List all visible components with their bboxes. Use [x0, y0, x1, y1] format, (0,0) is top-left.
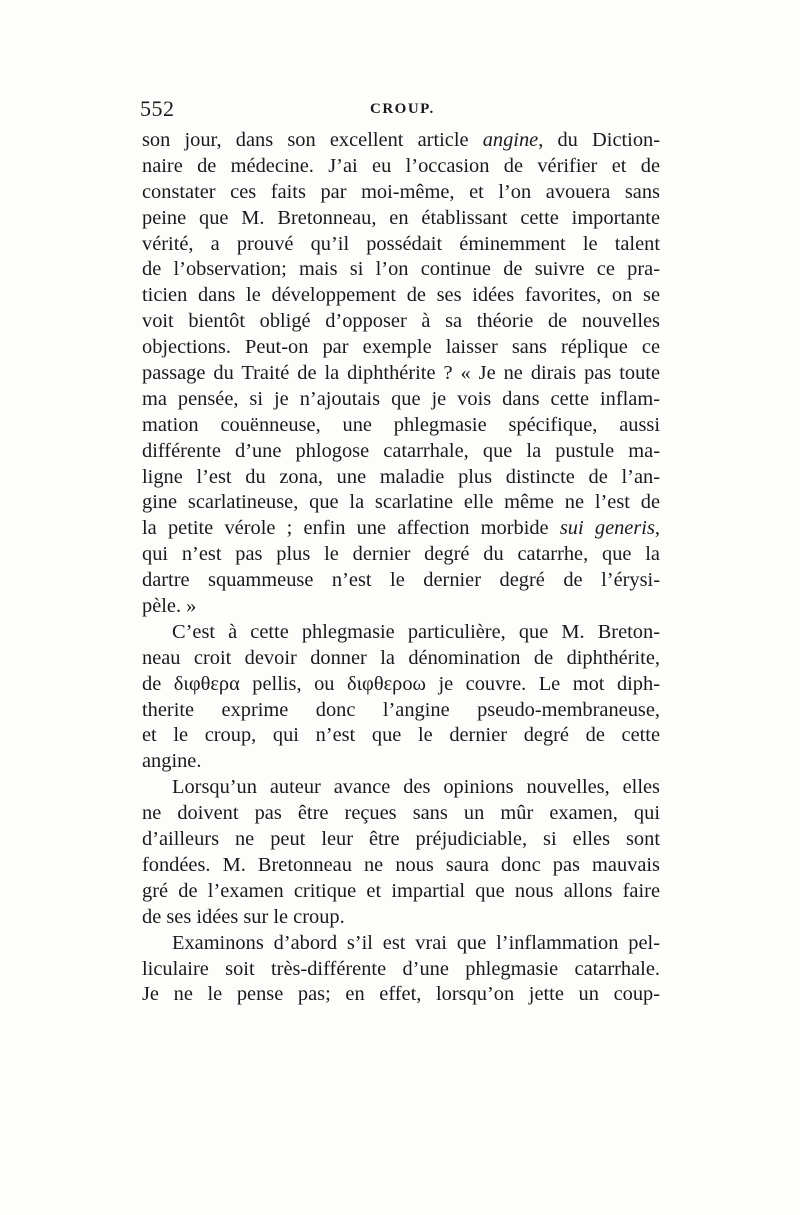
text-segment: passage du Traité de la diphthérite ? « Je ne dirais pas toute [142, 362, 660, 385]
text-segment: ligne l’est du zona, une maladie plus distincte de l’an- [142, 465, 660, 488]
text-segment: vérité, a prouvé qu’il possédait éminemment le talent [142, 232, 660, 255]
text-line [142, 853, 660, 879]
text-segment: la petite vérole ; enfin une affection morbide [142, 517, 560, 540]
text-segment: Examinons d’abord s’il est vrai que l’inflammation pel- [172, 931, 660, 954]
text-line [142, 672, 660, 698]
text-line [142, 232, 660, 258]
text-segment: ticien dans le développement de ses idées favorites, on se [142, 284, 660, 307]
text-line [142, 206, 660, 232]
text-line [142, 439, 660, 465]
text-line [142, 257, 660, 283]
text-segment: d’ailleurs ne peut leur être préjudiciable, si elles sont [142, 828, 660, 851]
text-segment: liculaire soit très-différente d’une phlegmasie catarrhale. [142, 957, 660, 980]
text-line [142, 542, 660, 568]
text-line [142, 413, 660, 439]
text-line [142, 646, 660, 672]
body-text [142, 128, 660, 1008]
text-segment: de ses idées sur le croup. [142, 905, 345, 928]
text-segment: Je ne le pense pas; en effet, lorsqu’on jette un coup- [142, 983, 660, 1006]
text-segment: C’est à cette phlegmasie particulière, que M. Breton- [172, 620, 660, 643]
text-line [142, 879, 660, 905]
text-segment: constater ces faits par moi-même, et l’on avouera sans [142, 180, 660, 203]
text-segment: dartre squammeuse n’est le dernier degré de l’érysi- [142, 569, 660, 592]
text-segment: mation couënneuse, une phlegmasie spécifique, aussi [142, 413, 660, 436]
text-line [142, 154, 660, 180]
text-line [142, 335, 660, 361]
text-segment: gré de l’examen critique et impartial que nous allons faire [142, 879, 660, 902]
text-line [142, 620, 660, 646]
text-segment: et le croup, qui n’est que le dernier degré de cette [142, 724, 660, 747]
text-segment: peine que M. Bretonneau, en établissant cette importante [142, 206, 660, 229]
text-segment: , du Diction- [538, 129, 661, 151]
text-line [142, 982, 660, 1008]
text-segment: neau croit devoir donner la dénomination de diphthérite, [142, 646, 660, 669]
text-segment: naire de médecine. J’ai eu l’occasion de vérifier et de [142, 154, 660, 177]
text-segment: son jour, dans son excellent article [142, 129, 483, 151]
text-line [142, 128, 660, 154]
text-line [142, 387, 660, 413]
text-line [142, 180, 660, 206]
page-header [140, 96, 660, 126]
text-segment: objections. Peut-on par exemple laisser sans réplique ce [142, 336, 660, 359]
text-line [142, 516, 660, 542]
text-line [142, 905, 660, 931]
text-line [142, 283, 660, 309]
text-line [142, 931, 660, 957]
text-line [142, 723, 660, 749]
text-line [142, 827, 660, 853]
text-line [142, 957, 660, 983]
text-line [142, 749, 660, 775]
text-segment: de διφθερα pellis, ou διφθεροω je couvre. Le mot diph- [142, 672, 660, 695]
text-line [142, 465, 660, 491]
running-head: CROUP. [370, 101, 435, 117]
text-line [142, 361, 660, 387]
text-line [142, 568, 660, 594]
text-segment: , [654, 517, 661, 540]
text-line [142, 594, 660, 620]
text-line [142, 698, 660, 724]
page-number: 552 [140, 96, 175, 121]
text-segment: de l’observation; mais si l’on continue de suivre ce pra- [142, 258, 660, 281]
text-line [142, 490, 660, 516]
text-segment: voit bientôt obligé d’opposer à sa théorie de nouvelles [142, 310, 660, 333]
text-line [142, 801, 660, 827]
text-segment: angine. [142, 750, 202, 773]
text-segment: Lorsqu’un auteur avance des opinions nouvelles, elles [172, 776, 660, 799]
text-line [142, 775, 660, 801]
text-segment: qui n’est pas plus le dernier degré du catarrhe, que la [142, 543, 660, 566]
text-segment: différente d’une phlogose catarrhale, que la pustule ma- [142, 439, 660, 462]
italic-text: sui generis [559, 517, 655, 540]
italic-text: angine [482, 129, 539, 151]
text-segment: pèle. » [142, 595, 197, 618]
text-segment: fondées. M. Bretonneau ne nous saura donc pas mauvais [142, 853, 660, 876]
text-segment: therite exprime donc l’angine pseudo-membraneuse, [142, 698, 660, 721]
text-segment: ne doivent pas être reçues sans un mûr examen, qui [142, 802, 660, 825]
text-line [142, 309, 660, 335]
text-segment: gine scarlatineuse, que la scarlatine elle même ne l’est de [142, 491, 660, 514]
text-segment: ma pensée, si je n’ajoutais que je vois dans cette inflam- [142, 387, 660, 410]
